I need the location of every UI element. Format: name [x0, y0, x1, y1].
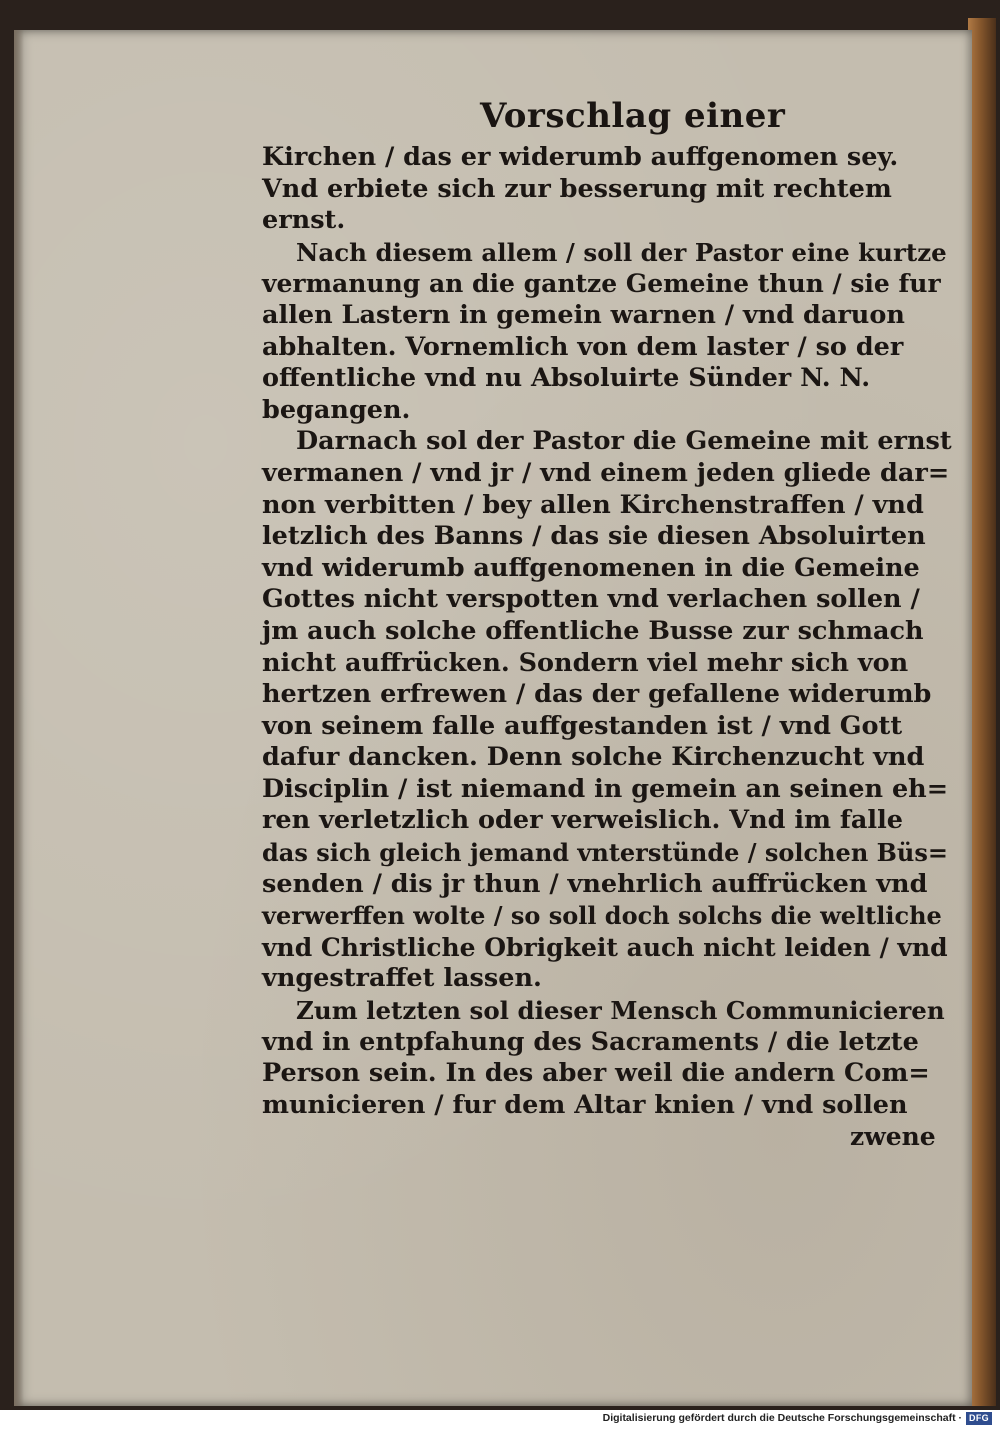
page-gutter-shadow	[14, 30, 24, 1406]
text-line: senden / dis jr thun / vnehrlich auffrücken vnd	[262, 868, 928, 899]
book-binding-edge	[968, 18, 996, 1406]
text-line: letzlich des Banns / das sie diesen Absoluirten	[262, 521, 926, 552]
text-line: non verbitten / bey allen Kirchenstraffen / vnd	[262, 489, 924, 520]
text-line: vermanen / vnd jr / vnd einem jeden gliede dar=	[262, 457, 950, 488]
text-line: offentliche vnd nu Absoluirte Sünder N. N.	[262, 363, 871, 394]
text-line: Kirchen / das er widerumb auffgenomen sey.	[262, 142, 899, 172]
text-line: vnd in entpfahung des Sacraments / die letzte	[262, 1026, 919, 1057]
text-line: dafur dancken. Denn solche Kirchenzucht vnd	[262, 742, 925, 773]
text-line: das sich gleich jemand vnterstünde / solchen Büs=	[262, 838, 948, 868]
text-line: ernst.	[262, 205, 346, 236]
text-line: Person sein. In des aber weil die andern Com=	[262, 1058, 930, 1089]
text-line: Gottes nicht verspotten vnd verlachen sollen /	[262, 584, 920, 615]
text-line: begangen.	[262, 394, 411, 425]
text-line: von seinem falle auffgestanden ist / vnd Gott	[262, 710, 903, 741]
text-line: vnd widerumb auffgenomenen in die Gemeine	[262, 552, 920, 583]
catchword: zwene	[850, 1122, 936, 1151]
footer-bar	[0, 1410, 1000, 1429]
text-line: Vnd erbiete sich zur besserung mit rechtem	[262, 173, 892, 204]
text-line: municieren / fur dem Altar knien / vnd sollen	[262, 1089, 908, 1120]
funding-credit: Digitalisierung gefördert durch die Deutsche Forschungsgemeinschaft ·	[602, 1412, 962, 1424]
text-line: Nach diesem allem / soll der Pastor eine kurtze	[296, 237, 947, 267]
text-line: vngestraffet lassen.	[262, 963, 542, 994]
text-line: abhalten. Vornemlich von dem laster / so der	[262, 331, 904, 362]
text-line: Zum letzten sol dieser Mensch Communicieren	[296, 996, 945, 1026]
text-line: nicht auffrücken. Sondern viel mehr sich von	[262, 647, 909, 678]
text-line: hertzen erfrewen / das der gefallene widerumb	[262, 679, 932, 710]
text-line: verwerffen wolte / so soll doch solchs die weltliche	[262, 901, 942, 931]
text-line: jm auch solche offentliche Busse zur schmach	[262, 615, 924, 646]
text-line: allen Lastern in gemein warnen / vnd daruon	[262, 299, 905, 330]
text-line: Darnach sol der Pastor die Gemeine mit ernst	[296, 426, 952, 457]
running-head: Vorschlag einer	[480, 96, 786, 136]
text-line: vermanung an die gantze Gemeine thun / sie fur	[262, 269, 941, 299]
text-line: vnd Christliche Obrigkeit auch nicht leiden / vnd	[262, 932, 948, 962]
text-line: Disciplin / ist niemand in gemein an seinen eh=	[262, 773, 949, 804]
dfg-logo-icon: DFG	[966, 1412, 992, 1425]
text-line: ren verletzlich oder verweislich. Vnd im falle	[262, 805, 903, 836]
body-text	[262, 142, 952, 1121]
